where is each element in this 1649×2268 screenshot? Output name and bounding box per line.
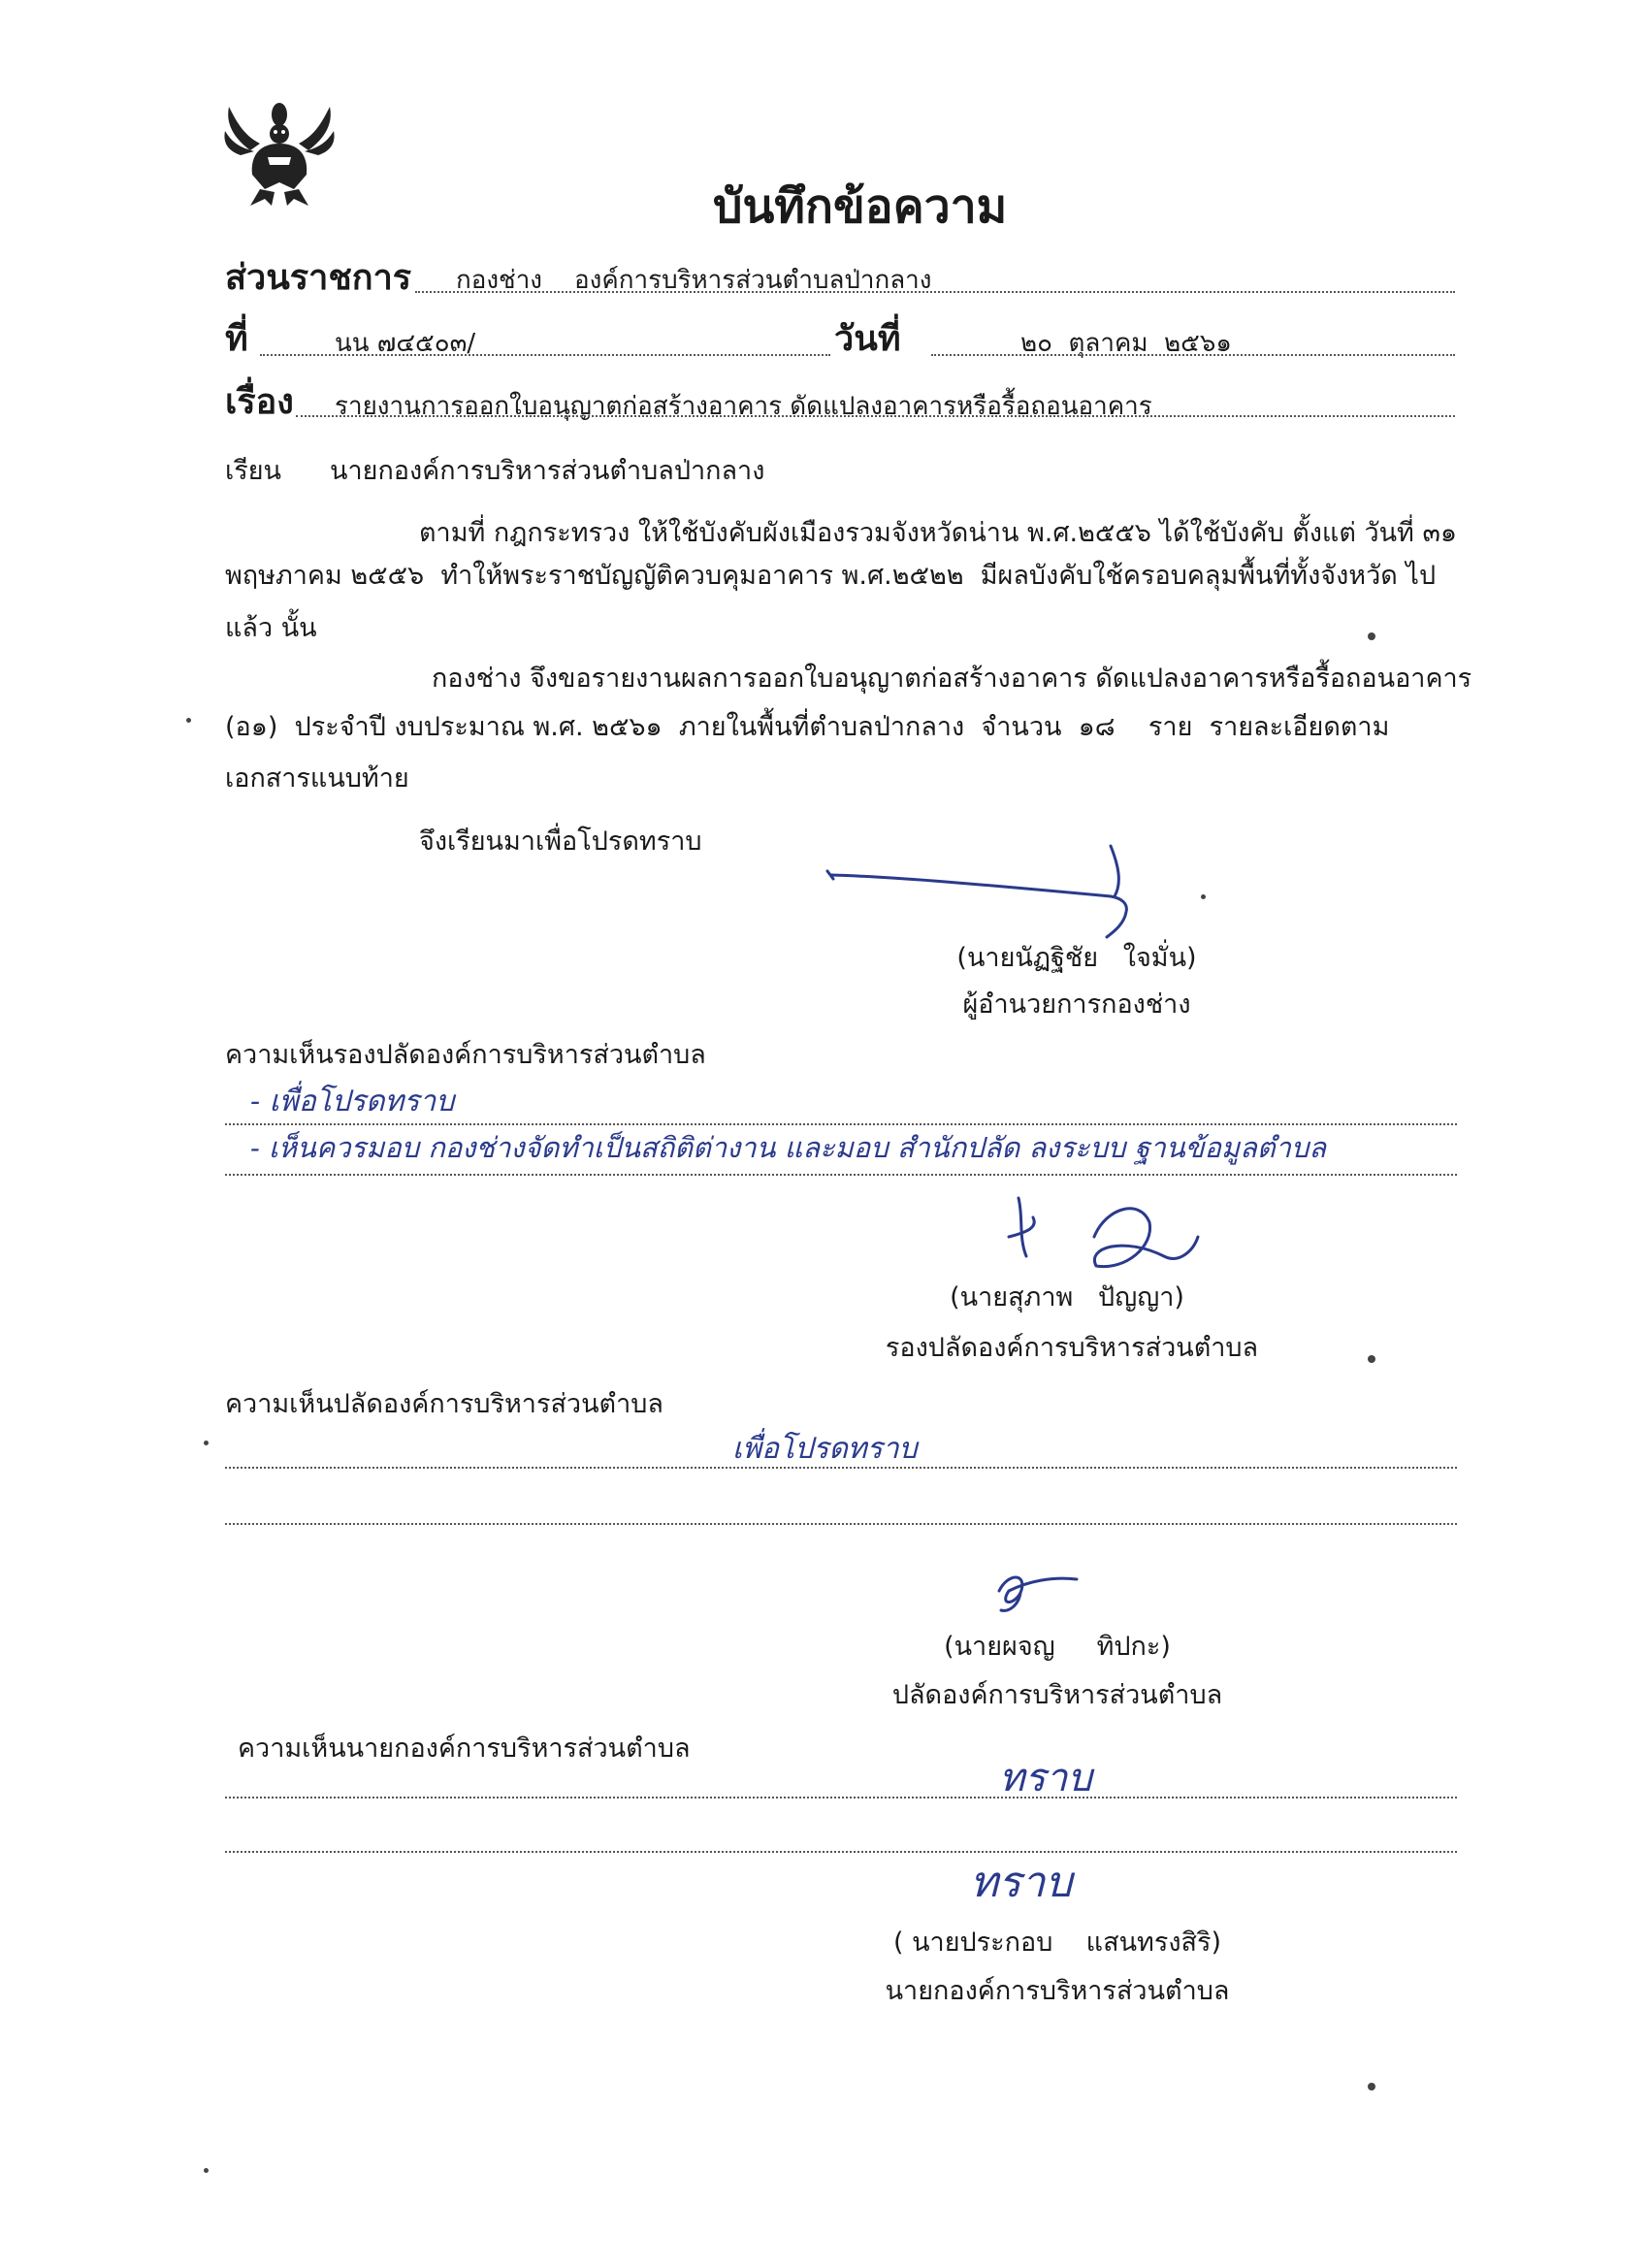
deputy-opinion-handwriting-1: - เพื่อโปรดทราบ [250,1085,455,1118]
scan-speck [1368,632,1375,640]
scan-speck [1368,1355,1375,1363]
signature-1-scribble [820,836,1149,943]
garuda-emblem-icon [221,97,338,209]
deputy-opinion-dotted-line-2 [225,1174,1457,1176]
clerk-opinion-dotted-line-2 [225,1523,1457,1525]
subject-dotted-line [296,415,1455,417]
subject-value: รายงานการออกใบอนุญาตก่อสร้างอาคาร ดัดแปลงอาคารหรือรื้อถอนอาคาร [335,392,1152,421]
clerk-opinion-dotted-line-1 [225,1467,1457,1469]
mayor-opinion-dotted-line-2 [225,1851,1457,1853]
scan-speck [1368,2083,1375,2090]
mayor-opinion-label: ความเห็นนายกองค์การบริหารส่วนตำบล [238,1733,691,1764]
signature-4-name: ( นายประกอบ แสนทรงสิริ) [892,1928,1222,1958]
reference-value: นน ๗๔๕๐๓/ [335,329,476,358]
deputy-opinion-label: ความเห็นรองปลัดองค์การบริหารส่วนตำบล [225,1040,706,1070]
paragraph-2-line-2: (อ๑) ประจำปี งบประมาณ พ.ศ. ๒๕๖๑ ภายในพื้นที่ตำบลป่ากลาง จำนวน ๑๘ ราย รายละเอียดตาม [225,712,1390,742]
scan-speck [186,718,191,723]
clerk-opinion-handwriting: เพื่อโปรดทราบ [732,1432,918,1466]
signature-2-title: รองปลัดองค์การบริหารส่วนตำบล [885,1333,1259,1363]
mayor-opinion-handwriting-2: ทราบ [970,1858,1073,1907]
reference-dotted-line [260,354,830,356]
paragraph-2-line-1: กองช่าง จึงขอรายงานผลการออกใบอนุญาตก่อสร้างอาคาร ดัดแปลงอาคารหรือรื้อถอนอาคาร [432,664,1472,694]
clerk-opinion-label: ความเห็นปลัดองค์การบริหารส่วนตำบล [225,1389,663,1419]
department-dotted-line [415,291,1455,293]
paragraph-1-line-2: พฤษภาคม ๒๕๕๖ ทำให้พระราชบัญญัติควบคุมอาคาร พ.ศ.๒๕๒๒ มีผลบังคับใช้ครอบคลุมพื้นที่ทั้งจังหวัด ไป [225,561,1437,591]
reference-label: ที่ [225,319,248,359]
signature-4-title: นายกองค์การบริหารส่วนตำบล [885,1976,1230,2006]
deputy-opinion-handwriting-2: - เห็นควรมอบ กองช่างจัดทำเป็นสถิติต่างาน และมอบ สำนักปลัด ลงระบบ ฐานข้อมูลตำบล [250,1131,1327,1164]
closing-text: จึงเรียนมาเพื่อโปรดทราบ [419,826,702,857]
date-dotted-line [931,354,1455,356]
signature-3-title: ปลัดองค์การบริหารส่วนตำบล [891,1680,1223,1710]
department-label: ส่วนราชการ [225,258,412,298]
subject-label: เรื่อง [225,382,294,422]
scan-speck [204,1441,209,1445]
paragraph-1-line-3: แล้ว นั้น [225,613,317,643]
signature-3-name: (นายผจญ ทิปกะ) [944,1632,1171,1662]
date-label: วันที่ [834,319,901,359]
signature-3-scribble [980,1552,1086,1620]
document-title: บันทึกข้อความ [713,179,1008,234]
scan-speck [204,2168,209,2173]
signature-1-name: (นายนัฏฐิชัย ใจมั่น) [956,943,1197,973]
salutation-value: นายกองค์การบริหารส่วนตำบลป่ากลาง [330,456,765,486]
signature-1-title: ผู้อำนวยการกองช่าง [962,989,1191,1020]
salutation-label: เรียน [225,456,282,486]
mayor-opinion-dotted-line-1 [225,1797,1457,1798]
signature-2-scribble [980,1179,1212,1280]
paragraph-2-line-3: เอกสารแนบท้าย [225,763,409,794]
scan-speck [1201,894,1206,899]
mayor-opinion-handwriting-1: ทราบ [999,1756,1092,1800]
date-value: ๒๐ ตุลาคม ๒๕๖๑ [1020,329,1232,358]
signature-2-name: (นายสุภาพ ปัญญา) [950,1282,1184,1312]
department-value: กองช่าง องค์การบริหารส่วนตำบลป่ากลาง [456,266,932,295]
paragraph-1-line-1: ตามที่ กฎกระทรวง ให้ใช้บังคับผังเมืองรวมจังหวัดน่าน พ.ศ.๒๕๕๖ ได้ใช้บังคับ ตั้งแต่ วันที่ ๓๑ [419,518,1458,548]
